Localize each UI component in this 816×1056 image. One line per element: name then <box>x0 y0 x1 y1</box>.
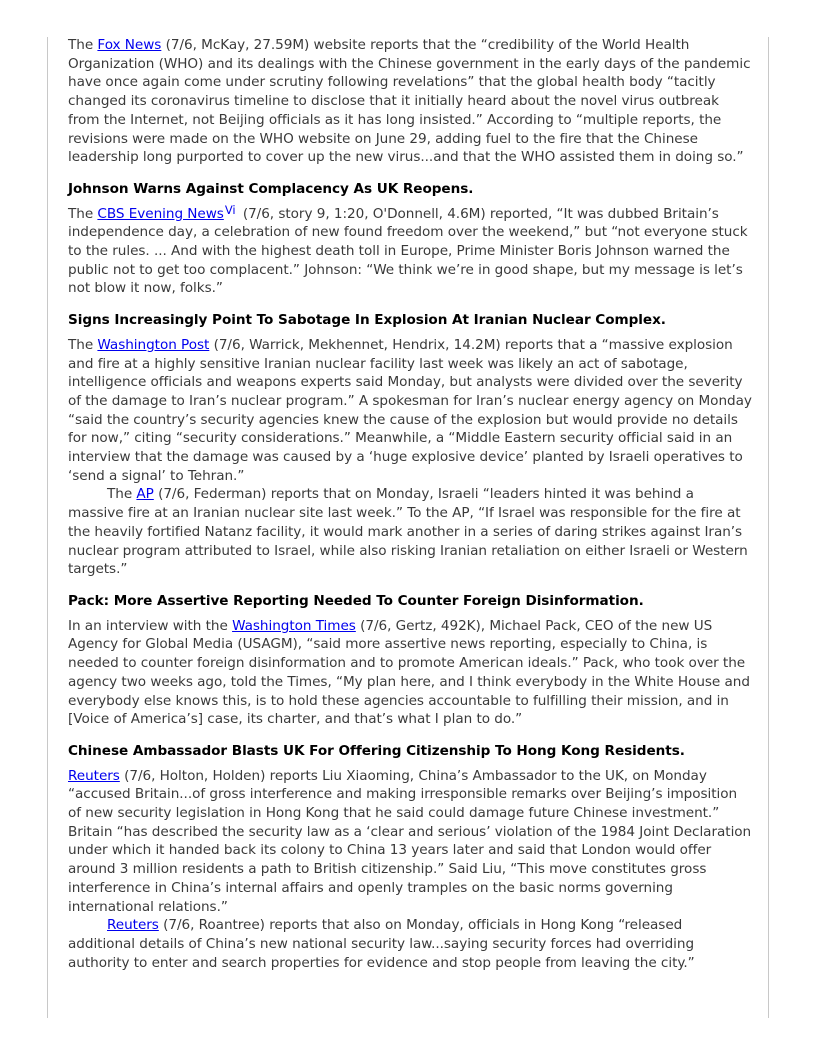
story-who-timeline <box>68 36 752 167</box>
story-paragraph: The CBS Evening News$^{Vi}$ (7/6, story 9, 1:20, O'Donnell, 4.6M) reported, “It was dubbed Britain’s independence day, a celebration of new found freedom over the weekend,” but “not everyone stuck to the rules. ... And with the highest death toll in Europe, Prime Minister Boris Johnson warned the public not to get too complacent.” Johnson: “We think we’re in good shape, but my message is let’s not blow it now, folks.” <box>68 202 748 297</box>
source-link-reuters-2[interactable]: Reuters <box>107 917 159 934</box>
source-link-fox-news[interactable]: Fox News <box>97 37 162 53</box>
source-link-ap[interactable]: AP <box>136 486 154 503</box>
story-paragraph: Reuters (7/6, Roantree) reports that also on Monday, officials in Hong Kong “released additional details of China’s new national security law...saying security forces had overriding authority to enter and search properties for evidence and stop people from leaving the city.” <box>68 917 695 971</box>
page-margin-rule-right <box>768 37 769 1018</box>
video-clip-icon[interactable]: Vi <box>224 202 236 217</box>
story-pack-usagm <box>68 592 752 729</box>
page-margin-rule-left <box>47 37 48 1018</box>
story-johnson-complacency <box>68 180 752 298</box>
news-briefing-page <box>68 36 752 972</box>
story-iran-sabotage <box>68 311 752 579</box>
story-headline: Chinese Ambassador Blasts UK For Offering Citizenship To Hong Kong Residents. <box>68 742 685 759</box>
story-headline: Signs Increasingly Point To Sabotage In Explosion At Iranian Nuclear Complex. <box>68 312 666 329</box>
story-paragraph: The Fox News (7/6, McKay, 27.59M) website reports that the “credibility of the World Health Organization (WHO) and its dealings with the Chinese government in the early days of the pandemic have once again come under scrutiny following revelations” that the global health body “tacitly changed its coronavirus timeline to disclose that it initially heard about the novel virus outbreak from the Internet, not Beijing officials as it has long insisted.” According to “multiple reports, the revisions were made on the WHO website on June 29, adding fuel to the fire that the Chinese leadership long purported to cover up the new virus...and that the WHO assisted them in doing so.” <box>68 37 751 166</box>
story-headline: Pack: More Assertive Reporting Needed To Counter Foreign Disinformation. <box>68 592 644 609</box>
story-paragraph: In an interview with the Washington Times (7/6, Gertz, 492K), Michael Pack, CEO of the new US Agency for Global Media (USAGM), “said more assertive news reporting, especially to China, is needed to counter foreign disinformation and to promote American ideals.” Pack, who took over the agency two weeks ago, told the Times, “My plan here, and I think everybody in the White House and everybody else knows this, is to hold these agencies accountable to fulfilling their mission, and in [Voice of America’s] case, its charter, and that’s what I plan to do.” <box>68 617 750 728</box>
story-paragraph: The Washington Post (7/6, Warrick, Mekhennet, Hendrix, 14.2M) reports that a “massive explosion and fire at a highly sensitive Iranian nuclear facility last week was likely an act of sabotage, intelligence officials and weapons experts said Monday, but analysts were divided over the severity of the damage to Iran’s nuclear program.” A spokesman for Iran’s nuclear energy agency on Monday “said the country’s security agencies knew the cause of the explosion but would provide no details for now,” citing “security considerations.” Meanwhile, a “Middle Eastern security official said in an interview that the damage was caused by a ‘huge explosive device’ planted by Israeli operatives to ‘send a signal’ to Tehran.” <box>68 336 752 484</box>
story-paragraph: Reuters (7/6, Holton, Holden) reports Liu Xiaoming, China’s Ambassador to the UK, on Monday “accused Britain...of gross interference and making irresponsible remarks over Beijing’s imposition of new security legislation in Hong Kong that he said could damage future Chinese investment.” Britain “has described the security law as a ‘clear and serious’ violation of the 1984 Joint Declaration under which it handed back its colony to China 13 years later and said that London would offer around 3 million residents a path to British citizenship.” Said Liu, “This move constitutes gross interference in China’s internal affairs and openly tramples on the basic norms governing international relations.” <box>68 767 752 915</box>
story-headline: Johnson Warns Against Complacency As UK Reopens. <box>68 180 474 197</box>
story-chinese-ambassador <box>68 742 752 972</box>
source-link-washington-times[interactable]: Washington Times <box>232 617 356 634</box>
source-link-reuters[interactable]: Reuters <box>68 767 120 784</box>
story-paragraph: The AP (7/6, Federman) reports that on Monday, Israeli “leaders hinted it was behind a massive fire at an Iranian nuclear site last week.” To the AP, “If Israel was responsible for the fire at the heavily fortified Natanz facility, it would mark another in a series of daring strikes against Iran’s nuclear program attributed to Israel, while also risking Iranian retaliation on either Israeli or Western targets.” <box>68 486 748 578</box>
source-link-washington-post[interactable]: Washington Post <box>97 336 210 353</box>
source-link-cbs-evening-news[interactable]: CBS Evening News <box>97 205 224 222</box>
